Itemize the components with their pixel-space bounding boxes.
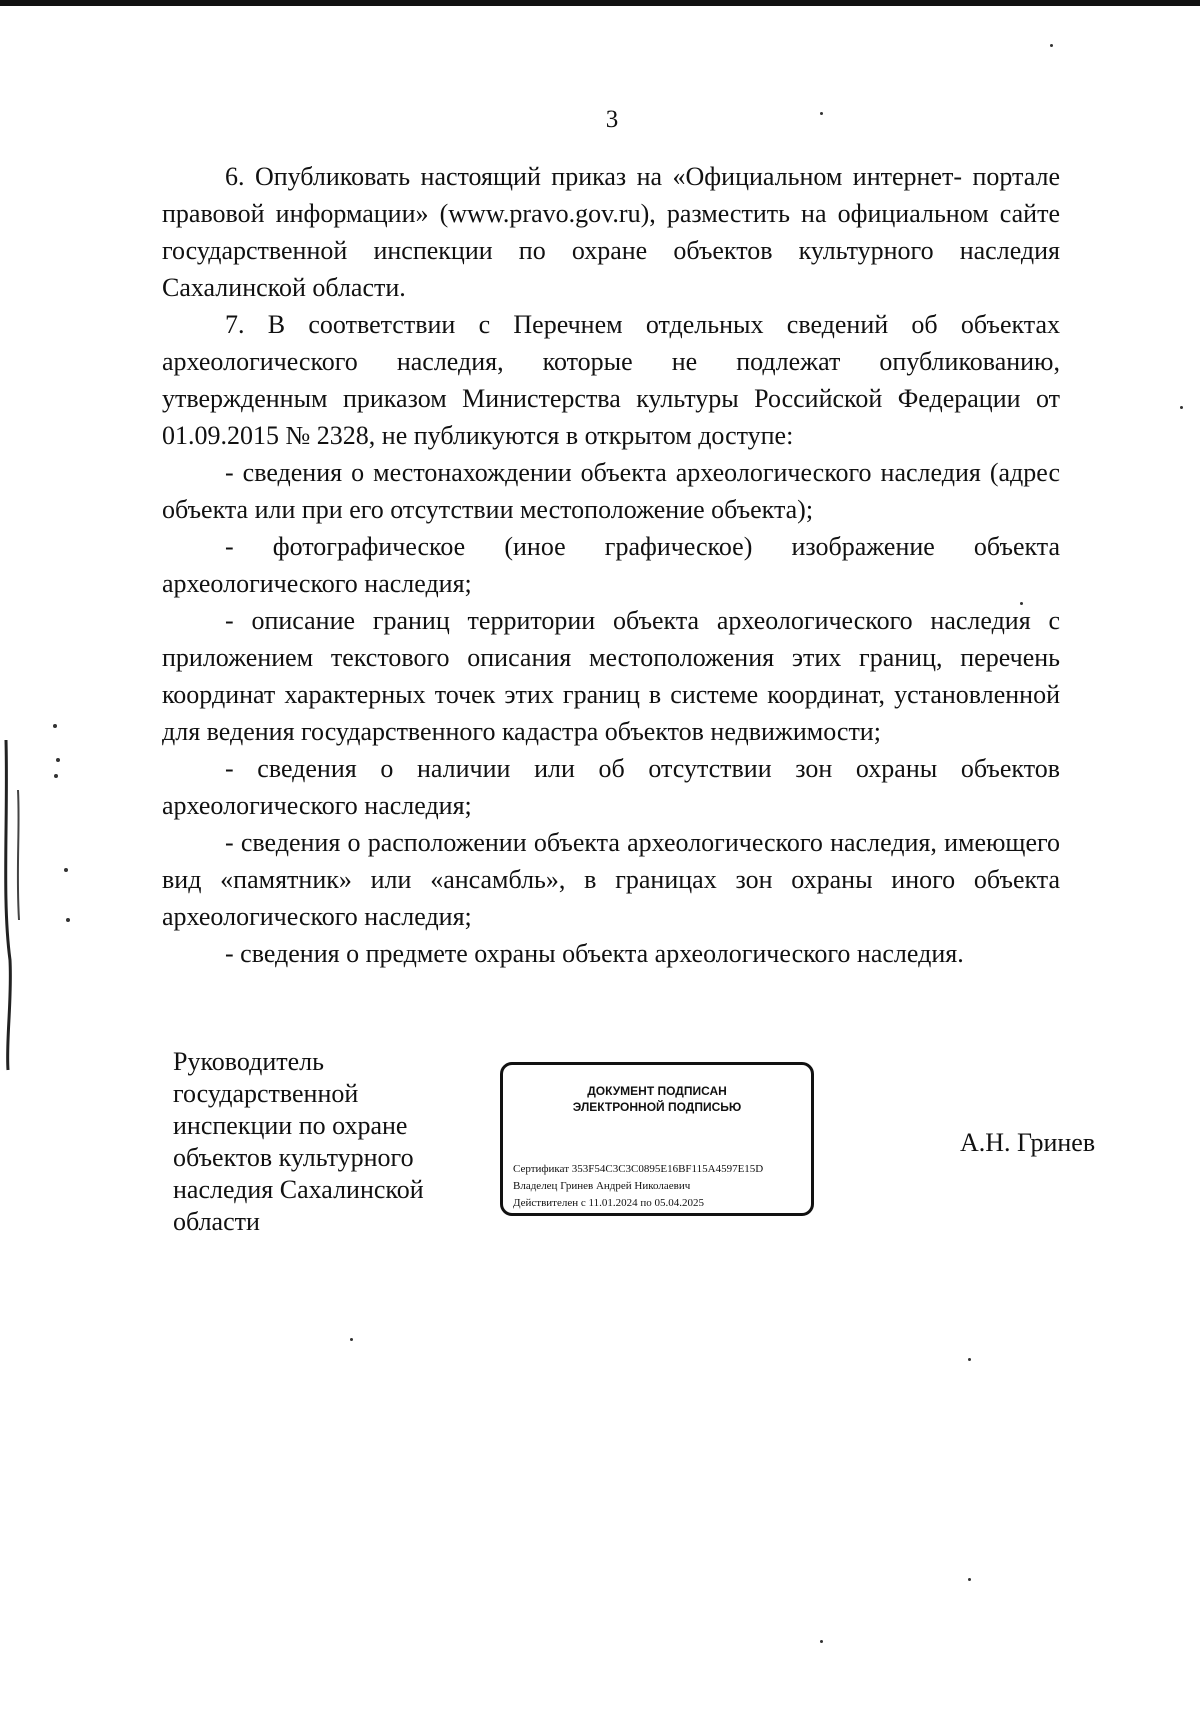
scan-speck [968, 1358, 971, 1361]
scan-top-border [0, 0, 1200, 6]
stamp-validity: Действителен с 11.01.2024 по 05.04.2025 [513, 1197, 704, 1209]
scan-speck [350, 1338, 353, 1341]
page-number: 3 [605, 106, 619, 133]
signer-position: Руководитель государственной инспекции по охране объектов культурного наследия Сахалинской области [173, 1047, 424, 1236]
stamp-details [513, 1161, 809, 1212]
document-body [162, 158, 1060, 972]
paragraph-6: 6. Опубликовать настоящий приказ на «Официальном интернет- портале правовой информации» (www.pravo.gov.ru), разместить на официальном сайте государственной инспекции по охране объектов культурного наследия Сахалинской области. [162, 162, 1060, 302]
scan-margin-marks [0, 700, 80, 1080]
scan-speck [820, 112, 823, 115]
scan-speck [968, 1578, 971, 1581]
list-item: - сведения о предмете охраны объекта археологического наследия. [225, 939, 964, 968]
list-item: - описание границ территории объекта археологического наследия с приложением текстового описания местоположения этих границ, перечень координат характерных точек этих границ в системе координат, установленной для ведения государственного кадастра объектов недвижимости; [162, 606, 1060, 746]
electronic-signature-stamp [500, 1062, 814, 1216]
scan-speck [1050, 44, 1053, 47]
signature-block [0, 1046, 1200, 1236]
paragraph-7: 7. В соответствии с Перечнем отдельных сведений об объектах археологического наследия, которые не подлежат опубликованию, утвержденным приказом Министерства культуры Российской Федерации от 01.09.2015 № 2328, не публикуются в открытом доступе: [162, 310, 1060, 450]
scan-speck [820, 1640, 823, 1643]
scan-speck [1180, 406, 1183, 409]
list-item: - сведения о местонахождении объекта археологического наследия (адрес объекта или при его отсутствии местоположение объекта); [162, 458, 1060, 524]
scan-speck [1020, 602, 1023, 605]
stamp-owner: Владелец Гринев Андрей Николаевич [513, 1180, 691, 1192]
list-item: - сведения о наличии или об отсутствии зон охраны объектов археологического наследия; [162, 754, 1060, 820]
stamp-title: ДОКУМЕНТ ПОДПИСАН ЭЛЕКТРОННОЙ ПОДПИСЬЮ [572, 1084, 742, 1114]
list-item: - сведения о расположении объекта археологического наследия, имеющего вид «памятник» или «ансамбль», в границах зон охраны иного объекта археологического наследия; [162, 828, 1060, 931]
signer-name: А.Н. Гринев [960, 1128, 1096, 1157]
stamp-certificate: Сертификат 353F54C3C3C0895E16BF115A4597E15D [513, 1163, 764, 1175]
list-item: - фотографическое (иное графическое) изображение объекта археологического наследия; [162, 532, 1060, 598]
